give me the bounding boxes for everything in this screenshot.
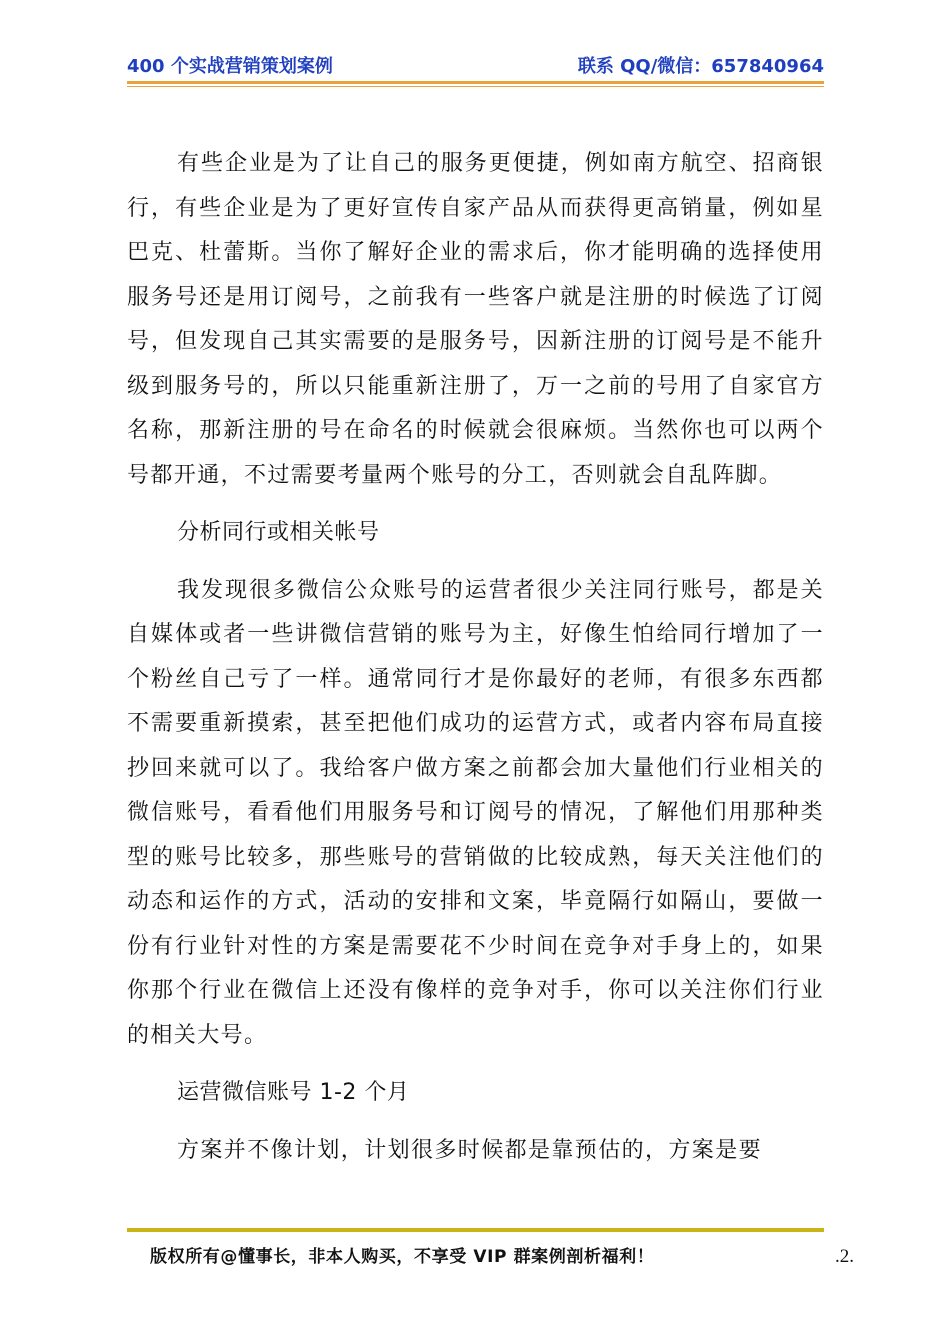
footer-divider <box>127 1228 824 1232</box>
page-number: .2. <box>835 1246 854 1267</box>
section-heading-analyze-peers: 分析同行或相关帐号 <box>177 520 380 545</box>
header-title: 400 个实战营销策划案例 <box>127 56 333 77</box>
paragraph-peer-accounts: 我发现很多微信公众账号的运营者很少关注同行账号，都是关自媒体或者一些讲微信营销的账号为主，好像生怕给同行增加了一个粉丝自己亏了一样。通常同行才是你最好的老师，有很多东西都不需要重新摸索，甚至把他们成功的运营方式，或者内容布局直接抄回来就可以了。我给客户做方案之前都会加大量他们行业相关的微信账号，看看他们用服务号和订阅号的情况，了解他们用那种类型的账号比较多，那些账号的营销做的比较成熟，每天关注他们的动态和运作的方式，活动的安排和文案，毕竟隔行如隔山，要做一份有行业针对性的方案是需要花不少时间在竞争对手身上的，如果你那个行业在微信上还没有像样的竞争对手，你可以关注你们行业的相关大号。 <box>127 577 824 1048</box>
paragraph-plan-vs-schedule: 方案并不像计划，计划很多时候都是靠预估的，方案是要 <box>177 1137 763 1163</box>
header-divider-thin <box>127 86 824 87</box>
document-body <box>127 142 824 1173</box>
section-heading-operate-account: 运营微信账号 1-2 个月 <box>177 1080 410 1105</box>
footer-copyright-notice: 版权所有@懂事长，非本人购买，不享受 VIP 群案例剖析福利！ <box>150 1247 655 1267</box>
paragraph-enterprise-needs: 有些企业是为了让自己的服务更便捷，例如南方航空、招商银行，有些企业是为了更好宣传自家产品从而获得更高销量，例如星巴克、杜蕾斯。当你了解好企业的需求后，你才能明确的选择使用服务号还是用订阅号，之前我有一些客户就是注册的时候选了订阅号，但发现自己其实需要的是服务号，因新注册的订阅号是不能升级到服务号的，所以只能重新注册了，万一之前的号用了自家官方名称，那新注册的号在命名的时候就会很麻烦。当然你也可以两个号都开通，不过需要考量两个账号的分工，否则就会自乱阵脚。 <box>127 151 824 488</box>
page-header <box>127 54 824 80</box>
header-contact: 联系 QQ/微信：657840964 <box>577 56 824 77</box>
header-divider-thick <box>127 81 824 84</box>
